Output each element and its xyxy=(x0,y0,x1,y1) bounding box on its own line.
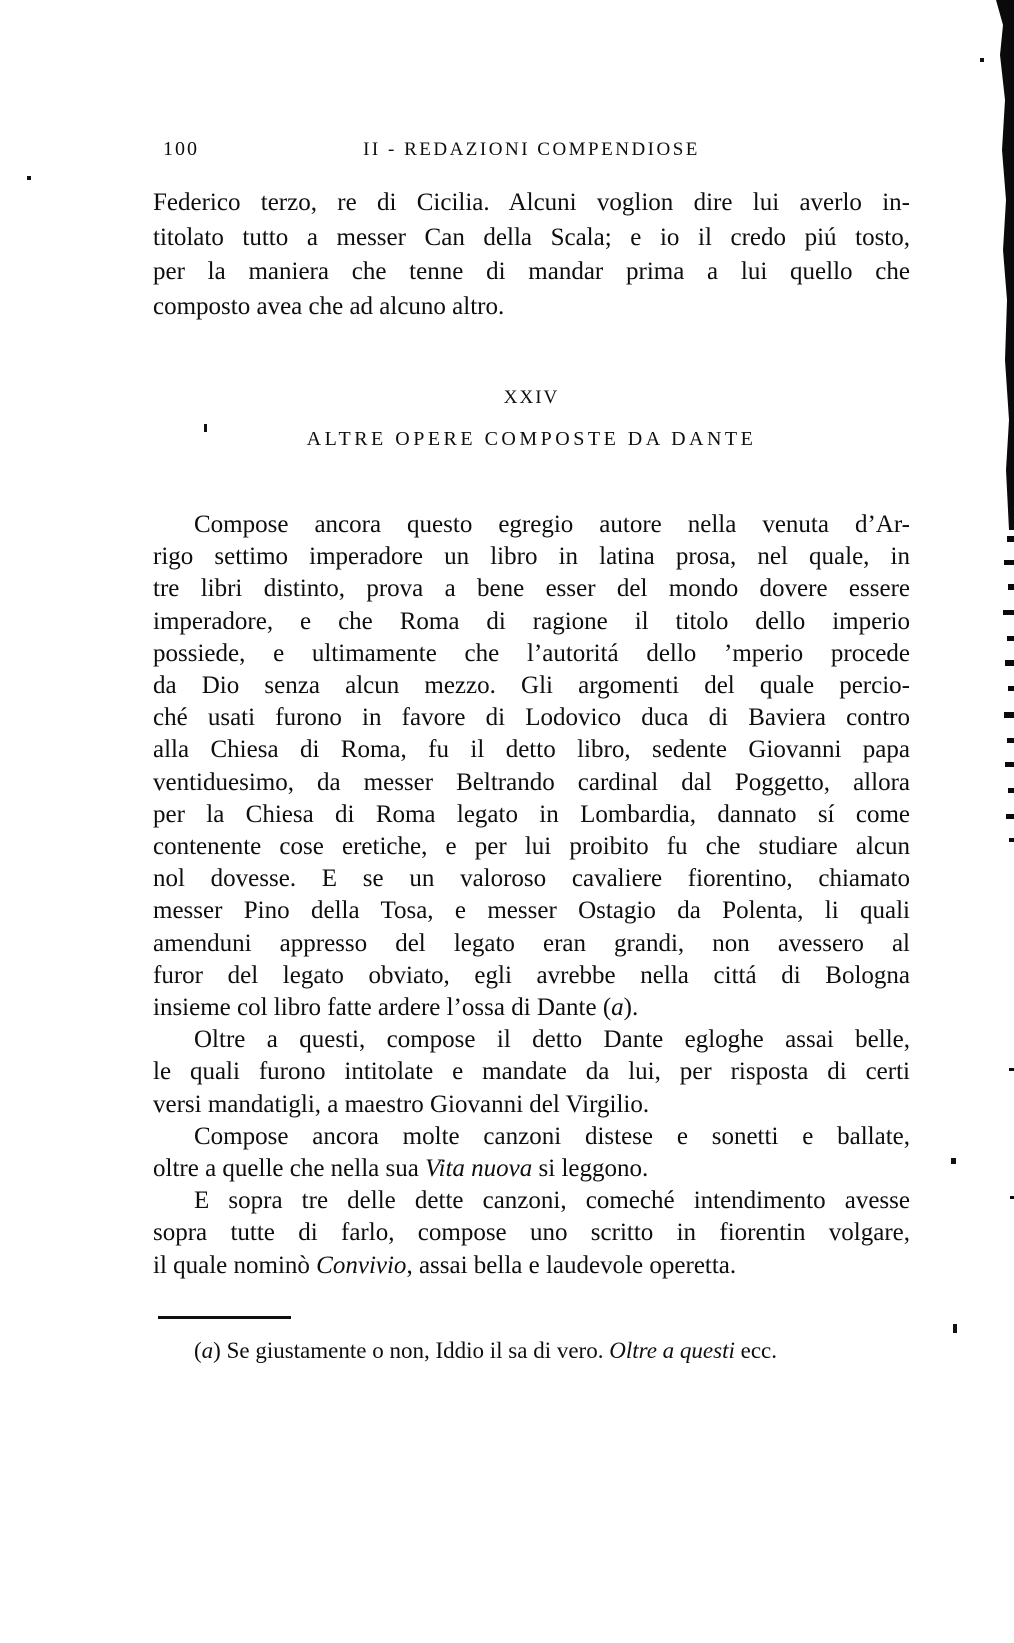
text-line: messer Pino della Tosa, e messer Ostagio da Polenta, li quali xyxy=(153,897,910,925)
page-edge-shadow xyxy=(996,0,1014,530)
text-line: possiede, e ultimamente che l’autoritá dello ’mperio procede xyxy=(153,639,910,667)
text-line: le quali furono intitolate e mandate da lui, per risposta di certi xyxy=(153,1058,910,1086)
page-number: 100 xyxy=(163,138,199,160)
text-line: furor del legato obviato, egli avrebbe nella cittá di Bologna xyxy=(153,961,910,989)
text-line: (a) Se giustamente o non, Iddio il sa di vero. Oltre a questi ecc. xyxy=(194,1338,777,1363)
text-line: tre libri distinto, prova a bene esser del mondo dovere essere xyxy=(153,575,910,603)
text-line: oltre a quelle che nella sua Vita nuova si leggono. xyxy=(153,1155,649,1183)
text-line: alla Chiesa di Roma, fu il detto libro, sedente Giovanni papa xyxy=(153,736,910,764)
text-line: sopra tutte di farlo, compose uno scritto in fiorentin volgare, xyxy=(153,1219,910,1247)
text-line: ventiduesimo, da messer Beltrando cardinal dal Poggetto, allora xyxy=(153,768,910,796)
text-line: Compose ancora questo egregio autore nella venuta d’Ar- xyxy=(194,511,910,538)
intro-paragraph xyxy=(153,186,910,324)
text-line: composto avea che ad alcuno altro. xyxy=(153,292,505,320)
text-line: amenduni appresso del legato eran grandi, non avessero al xyxy=(153,929,910,957)
text-line: Oltre a questi, compose il detto Dante egloghe assai belle, xyxy=(194,1026,910,1054)
text-line: contenente cose eretiche, e per lui proibito fu che studiare alcun xyxy=(153,833,910,861)
text-line: E sopra tre delle dette canzoni, comeché intendimento avesse xyxy=(194,1187,910,1215)
text-line: versi mandatigli, a maestro Giovanni del Virgilio. xyxy=(153,1090,650,1118)
footnote xyxy=(153,1336,910,1366)
footnote-rule xyxy=(158,1316,291,1319)
body-text xyxy=(153,509,910,1282)
text-line: Federico terzo, re di Cicilia. Alcuni voglion dire lui averlo in- xyxy=(153,189,910,216)
text-line: da Dio senza alcun mezzo. Gli argomenti del quale percio- xyxy=(153,672,910,700)
text-line: Compose ancora molte canzoni distese e sonetti e ballate, xyxy=(194,1122,910,1150)
text-line: rigo settimo imperadore un libro in latina prosa, nel quale, in xyxy=(153,543,910,571)
text-line: per la Chiesa di Roma legato in Lombardia, dannato sí come xyxy=(153,800,910,828)
page-edge-dashes xyxy=(1003,536,1014,1199)
section-number: XXIV xyxy=(503,387,560,408)
text-line: nol dovesse. E se un valoroso cavaliere fiorentino, chiamato xyxy=(153,865,910,893)
text-line: ché usati furono in favore di Lodovico duca di Baviera contro xyxy=(153,704,910,732)
text-line: il quale nominò Convivio, assai bella e laudevole operetta. xyxy=(153,1251,737,1279)
text-line: titolato tutto a messer Can della Scala; e io il credo piú tosto, xyxy=(153,223,910,251)
text-line: imperadore, e che Roma di ragione il titolo dello imperio xyxy=(153,607,910,635)
text-line: insieme col libro fatte ardere l’ossa di Dante (a). xyxy=(153,994,639,1022)
text-line: per la maniera che tenne di mandar prima a lui quello che xyxy=(153,258,910,285)
running-header: II - REDAZIONI COMPENDIOSE xyxy=(363,139,700,160)
section-title: ALTRE OPERE COMPOSTE DA DANTE xyxy=(306,428,757,450)
